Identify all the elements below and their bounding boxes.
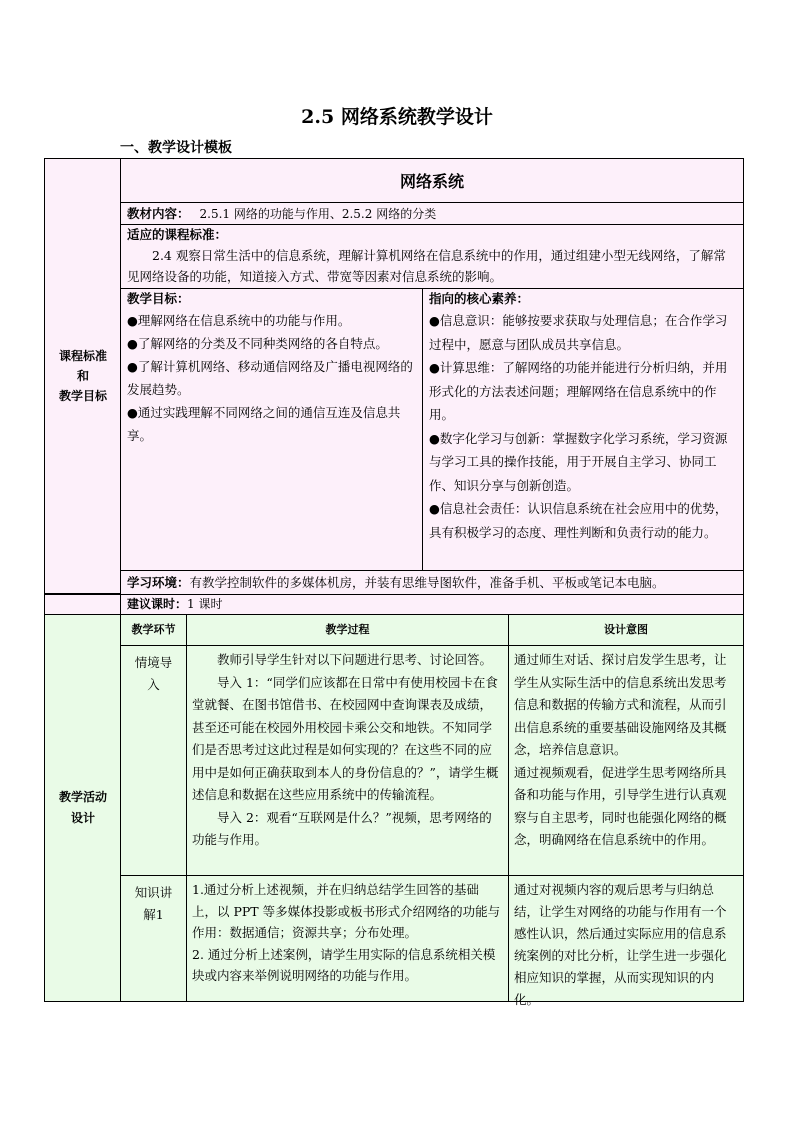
standard-cell [120, 224, 744, 288]
process-paragraph: 教师引导学生针对以下问题进行思考、讨论回答。 [217, 652, 493, 667]
topic-header-cell [120, 158, 744, 202]
literacy-item: ●数字化学习与创新：掌握数字化学习系统，学习资源与学习工具的操作技能，用于开展自主学习、协同工作、知识分享与创新创造。 [429, 430, 728, 493]
process-paragraph: 导入 2：观看“互联网是什么？”视频，思考网络的功能与作用。 [192, 809, 492, 847]
material-cell [120, 202, 744, 224]
hours-label: 建议课时： [127, 597, 188, 611]
stage-name: 情境导入 [134, 655, 173, 692]
literacy-cell [422, 288, 744, 570]
process-cell [186, 645, 508, 875]
process-header-cell [186, 614, 508, 645]
goal-item: ●了解计算机网络、移动通信网络及广播电视网络的发展趋势。 [127, 359, 413, 397]
intent-paragraph: 通过师生对话、探讨启发学生思考，让学生从实际生活中的信息系统出发思考信息和数据的传输方式和流程，从而引出信息系统的重要基础设施网络及其概念，培养信息意识。 [514, 652, 727, 757]
stage-name: 知识讲解1 [134, 885, 173, 922]
stage-cell [120, 645, 186, 875]
intent-cell [508, 645, 744, 875]
stage-cell [120, 875, 186, 1002]
literacy-item: ●信息意识：能够按要求获取与处理信息；在合作学习过程中，愿意与团队成员共享信息。 [429, 313, 728, 352]
material-value: 2.5.1 网络的功能与作用、2.5.2 网络的分类 [199, 207, 437, 221]
document-title: 2.5 网络系统教学设计 [301, 106, 493, 128]
intent-header: 设计意图 [604, 623, 648, 636]
intent-paragraph: 通过视频观看，促进学生思考网络所具备和功能与作用，引导学生进行认真观察与自主思考，同时也能强化网络的概念，明确网络在信息系统中的作用。 [514, 764, 727, 847]
goal-item: ●了解网络的分类及不同种类网络的各自特点。 [127, 336, 388, 351]
standards-label-line1: 课程标准 [58, 349, 107, 363]
goal-item: ●通过实践理解不同网络之间的通信互连及信息共享。 [127, 405, 401, 443]
topic-header: 网络系统 [399, 172, 464, 191]
intent-paragraph: 通过对视频内容的观后思考与归纳总结，让学生对网络的功能与作用有一个感性认识，然后通过实际应用的信息系统案例的对比分析，让学生进一步强化相应知识的掌握，从而实现知识的内化。 [514, 882, 727, 1007]
standards-label-cell [44, 158, 121, 594]
activities-label-line2: 设计 [70, 811, 95, 825]
activities-label-line1: 教学活动 [58, 790, 107, 804]
standard-text: 2.4 观察日常生活中的信息系统，理解计算机网络在信息系统中的作用，通过组建小型无线网络，了解常见网络设备的功能，知道接入方式、带宽等因素对信息系统的影响。 [127, 248, 726, 284]
environment-cell [120, 570, 744, 594]
literacy-item: ●信息社会责任：认识信息系统在社会应用中的优势，具有积极学习的态度、理性判断和负责行动的能力。 [429, 501, 728, 540]
hours-cell [120, 594, 744, 614]
standards-label-line3: 教学目标 [58, 389, 107, 403]
material-label: 教材内容： [127, 206, 190, 221]
literacy-item: ●计算思维：了解网络的功能并能进行分析归纳，并用形式化的方法表述问题；理解网络在信息系统中的作用。 [429, 360, 728, 422]
literacy-label: 指向的核心素养： [429, 291, 530, 306]
stage-header-cell [120, 614, 186, 645]
stage-header: 教学环节 [131, 623, 176, 636]
goal-item: ●理解网络在信息系统中的功能与作用。 [127, 313, 351, 328]
environment-value: 有教学控制软件的多媒体机房，并装有思维导图软件，准备手机、平板或笔记本电脑。 [189, 575, 665, 590]
process-header: 教学过程 [325, 623, 370, 636]
process-paragraph: 1.通过分析上述视频，并在归纳总结学生回答的基础上，以 PPT 等多媒体投影或板书形式介绍网络的功能与作用：数据通信；资源共享；分布处理。 [192, 882, 501, 940]
process-paragraph: 导入 1：“同学们应该都在日常中有使用校园卡在食堂就餐、在图书馆借书、在校园网中查询课表及成绩，甚至还可能在校园外用校园卡乘公交和地铁。不知同学们是否思考过这此过程是如何实现的？在这些不同的应用中是如何正确获取到本人的身份信息的？”，请学生概述信息和数据在这些应用系统中的传输流程。 [192, 674, 499, 802]
section-heading: 一、教学设计模板 [120, 140, 232, 156]
hours-left-cell [44, 594, 121, 614]
process-paragraph: 2. 通过分析上述案例，请学生用实际的信息系统相关模块或内容来举例说明网络的功能与作用。 [192, 946, 496, 983]
goals-cell [120, 288, 422, 570]
goals-label: 教学目标： [127, 291, 190, 306]
intent-header-cell [508, 614, 744, 645]
standards-label-line2: 和 [76, 369, 89, 383]
intent-cell [508, 875, 744, 1007]
activities-label-cell [44, 614, 121, 1002]
standard-label: 适应的课程标准： [127, 227, 228, 242]
environment-label: 学习环境： [127, 575, 190, 590]
process-cell [186, 875, 508, 1002]
hours-value: 1 课时 [187, 597, 223, 611]
